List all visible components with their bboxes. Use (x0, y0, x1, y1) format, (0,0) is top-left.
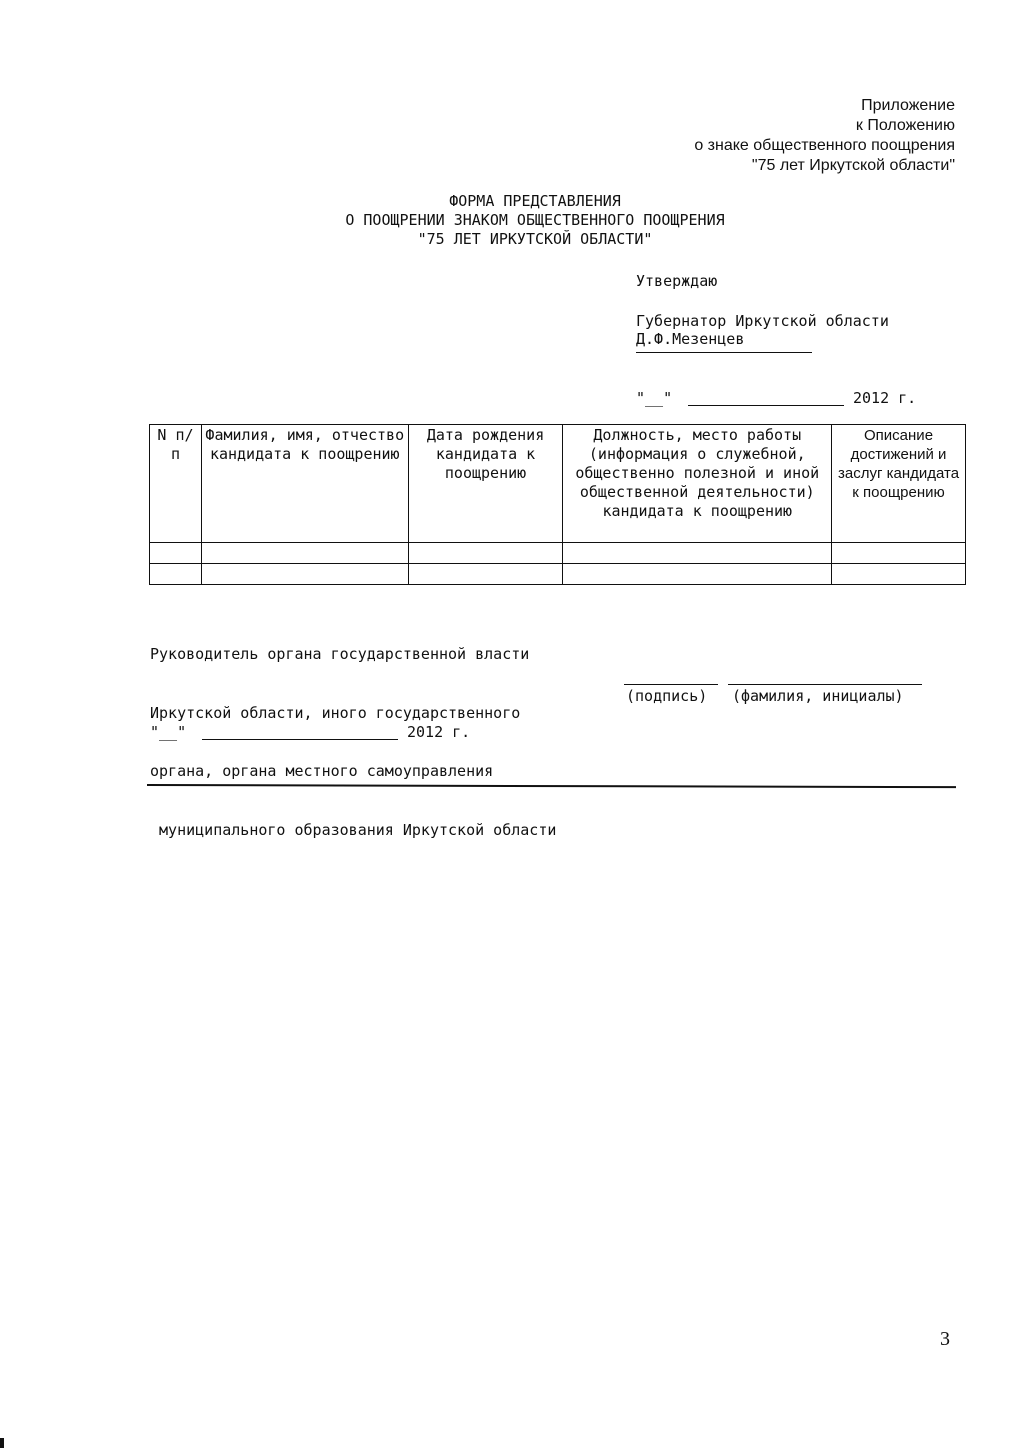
head-of-authority-line: Иркутской области, иного государственного (150, 703, 521, 722)
table-cell[interactable] (563, 543, 832, 564)
header-birth-date: Дата рождения кандидата к поощрению (408, 425, 563, 543)
appendix-line: "75 лет Иркутской области" (751, 157, 955, 174)
candidate-table (149, 424, 966, 585)
signature-date-line[interactable] (202, 723, 398, 740)
approval-date-line[interactable] (688, 389, 844, 406)
approve-label: Утверждаю (636, 272, 718, 290)
governor-signature-line[interactable] (636, 352, 812, 353)
signature-line[interactable] (624, 664, 718, 685)
header-full-name: Фамилия, имя, отчество кандидата к поощрению (201, 425, 408, 543)
table-cell[interactable] (832, 543, 966, 564)
signature-date-quotes: "__" (150, 723, 187, 741)
head-of-authority-line: Руководитель органа государственной власти (150, 645, 530, 663)
approval-date-quotes: "__" (636, 389, 673, 407)
header-achievements: Описание достижений и заслуг кандидата к поощрению (832, 425, 966, 543)
name-initials-caption: (фамилия, инициалы) (732, 687, 904, 705)
table-cell[interactable] (201, 543, 408, 564)
table-cell[interactable] (408, 564, 563, 585)
table-cell[interactable] (150, 543, 202, 564)
table-cell[interactable] (150, 564, 202, 585)
signature-year: 2012 г. (407, 723, 471, 741)
head-of-authority-line: органа, органа местного самоуправления (150, 762, 494, 780)
governor-position: Губернатор Иркутской области (636, 312, 889, 330)
table-header-row (150, 425, 966, 543)
table-cell[interactable] (201, 564, 408, 585)
name-initials-line[interactable] (728, 664, 922, 685)
governor-name: Д.Ф.Мезенцев (636, 330, 745, 348)
page-number: 3 (940, 1328, 950, 1350)
scan-mark (0, 1438, 4, 1448)
signature-caption: (подпись) (626, 687, 708, 705)
header-number: N п/п (150, 425, 202, 543)
form-title (230, 192, 840, 249)
form-title-line: О ПООЩРЕНИИ ЗНАКОМ ОБЩЕСТВЕННОГО ПООЩРЕНИЯ (345, 211, 725, 229)
form-title-line: ФОРМА ПРЕДСТАВЛЕНИЯ (449, 192, 621, 210)
table-cell[interactable] (832, 564, 966, 585)
appendix-line: о знаке общественного поощрения (694, 137, 955, 154)
table-row (150, 564, 966, 585)
table-cell[interactable] (563, 564, 832, 585)
appendix-heading (694, 96, 955, 176)
approval-year: 2012 г. (853, 389, 917, 407)
table-row (150, 543, 966, 564)
table-cell[interactable] (408, 543, 563, 564)
form-title-line: "75 ЛЕТ ИРКУТСКОЙ ОБЛАСТИ" (417, 230, 653, 248)
head-of-authority-line: муниципального образования Иркутской области (150, 820, 557, 839)
header-position-workplace: Должность, место работы (информация о служебной, общественно полезной и иной общественной деятельности) кандидата к поощрению (563, 425, 832, 543)
appendix-line: Приложение (861, 97, 955, 114)
appendix-line: к Положению (855, 117, 955, 134)
